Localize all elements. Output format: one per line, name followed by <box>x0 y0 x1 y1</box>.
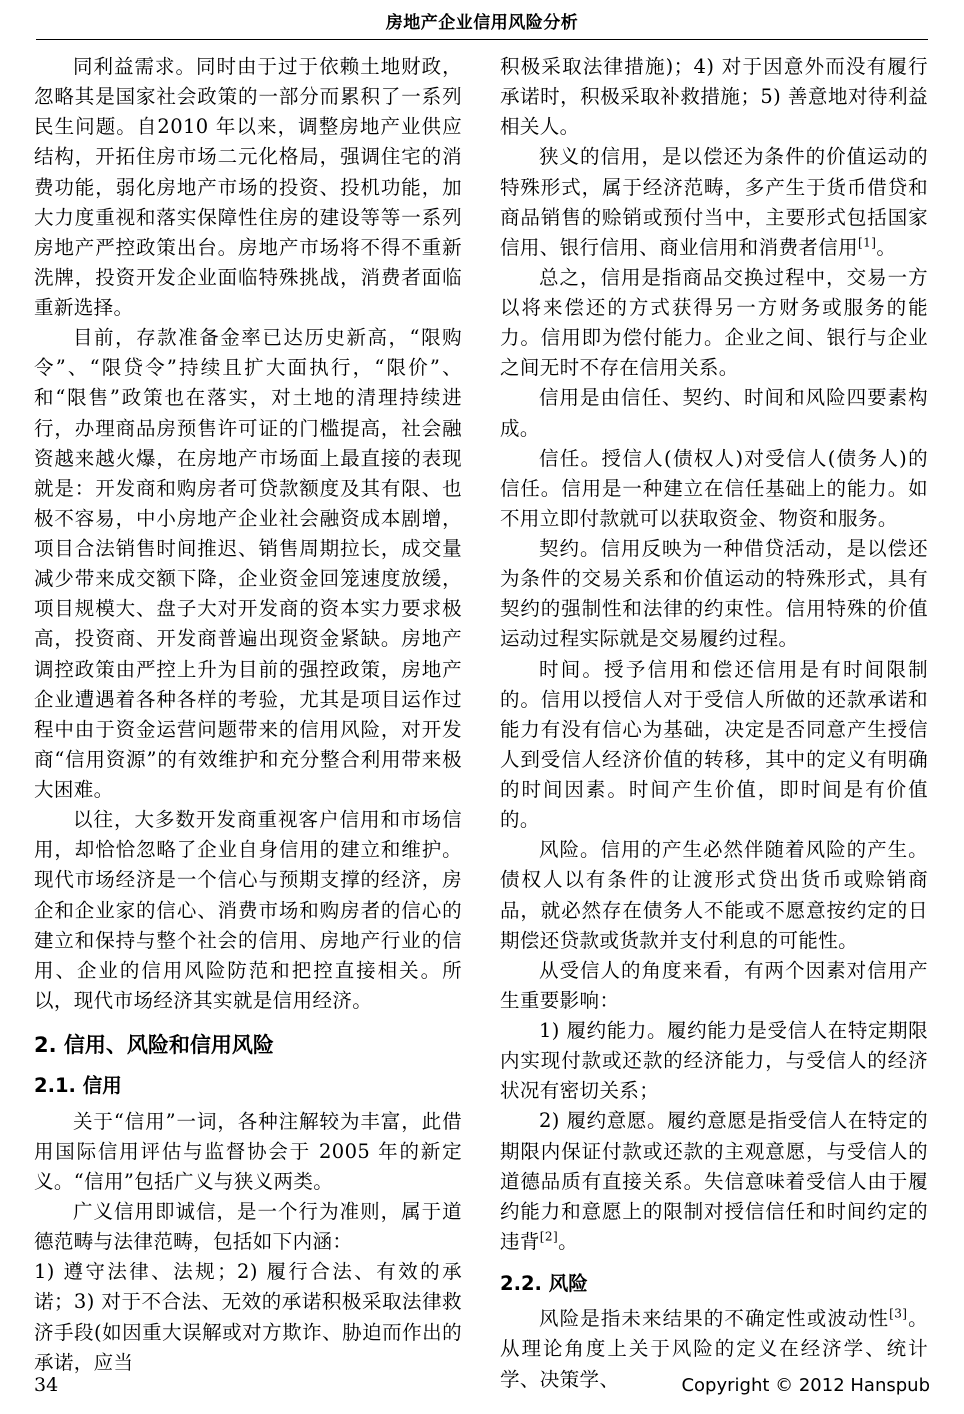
paragraph: 总之，信用是指商品交换过程中，交易一方以将来偿还的方式获得另一方财务或服务的能力。信用即为偿付能力。企业之间、银行与企业之间无时不存在信用关系。 <box>500 265 928 380</box>
page-footer <box>34 1374 930 1396</box>
page-number: 34 <box>34 1374 59 1396</box>
list-continuation-paragraph: 积极采取法律措施)；4) 对于因意外而没有履行承诺时，积极采取补救措施；5) 善意地对待利益相关人。 <box>500 55 928 139</box>
running-head: 房地产企业信用风险分析 <box>385 13 579 33</box>
paragraph: 信任。授信人(债权人)对受信人(债务人)的信任。信用是一种建立在信任基础上的能力。如不用立即付款就可以获取资金、物资和服务。 <box>500 446 928 530</box>
paragraph: 契约。信用反映为一种借贷活动，是以偿还为条件的交易关系和价值运动的特殊形式，具有契约的强制性和法律的约束性。信用特殊的价值运动过程实际就是交易履约过程。 <box>500 537 928 651</box>
paragraph: 目前，存款准备金率已达历史新高，“限购令”、“限贷令”持续且扩大面执行，“限价”、和“限售”政策也在落实，对土地的清理持续进行，办理商品房预售许可证的门槛提高，社会融资越来越火爆，在房地产市场面上最直接的表现就是：开发商和购房者可贷款额度及其有限、也极不容易，中小房地产企业社会融资成本剧增，项目合法销售时间推迟、销售周期拉长，成交量减少带来成交额下降，企业资金回笼速度放缓，项目规模大、盘子大对开发商的资本实力要求极高，投资商、开发商普遍出现资金紧缺。房地产调控政策由严控上升为目前的强控政策，房地产企业遭遇着各种各样的考验，尤其是项目运作过程中由于资金运营问题带来的信用风险，对开发商“信用资源”的有效维护和充分整合利用带来极大困难。 <box>34 326 462 801</box>
paragraph: 1) 履约能力。履约能力是受信人在特定期限内实现付款或还款的经济能力，与受信人的经济状况有密切关系； <box>500 1019 928 1103</box>
paragraph: 同利益需求。同时由于过于依赖土地财政，忽略其是国家社会政策的一部分而累积了一系列民生问题。自2010 年以来，调整房地产业供应结构，开拓住房市场二元化格局，强调住宅的消费功能，弱化房地产市场的投资、投机功能，加大力度重视和落实保障性住房的建设等等一系列房地产严控政策出台。房地产市场将不得不重新洗牌，投资开发企业面临特殊挑战，消费者面临重新选择。 <box>34 55 462 319</box>
paragraph: 以往，大多数开发商重视客户信用和市场信用，却恰恰忽略了企业自身信用的建立和维护。现代市场经济是一个信心与预期支撑的经济，房企和企业家的信心、消费市场和购房者的信心的建立和保持与整个社会的信用、房地产行业的信用、企业的信用风险防范和把控直接相关。所以，现代市场经济其实就是信用经济。 <box>34 808 462 1012</box>
paragraph: 关于“信用”一词，各种注解较为丰富，此借用国际信用评估与监督协会于 2005 年的新定义。“信用”包括广义与狭义两类。 <box>34 1109 462 1193</box>
paragraph: 从受信人的角度来看，有两个因素对信用产生重要影响： <box>500 958 928 1012</box>
paragraph: 风险。信用的产生必然伴随着风险的产生。债权人以有条件的让渡形式贷出货币或赊销商品，就必然存在债务人不能或不愿意按约定的日期偿还贷款或货款并支付利息的可能性。 <box>500 838 928 952</box>
paragraph: 信用是由信任、契约、时间和风险四要素构成。 <box>500 386 928 440</box>
paragraph: 风险是指未来结果的不确定性或波动性[3]。从理论角度上关于风险的定义在经济学、统计学、决策学、 <box>500 1306 929 1391</box>
left-column <box>34 52 462 1374</box>
section-heading-2: 2. 信用、风险和信用风险 <box>34 1033 274 1057</box>
paragraph: 2) 履约意愿。履约意愿是指受信人在特定的期限内保证付款或还款的主观意愿，与受信人的道德品质有直接关系。失信意味着受信人由于履约能力和意愿上的限制对授信信任和时间约定的违背[2]。 <box>500 1109 928 1253</box>
header-divider <box>36 39 928 40</box>
paragraph: 狭义的信用，是以偿还为条件的价值运动的特殊形式，属于经济范畴，多产生于货币借贷和商品销售的赊销或预付当中，主要形式包括国家信用、银行信用、商业信用和消费者信用[1]。 <box>500 145 928 259</box>
copyright-notice: Copyright © 2012 Hanspub <box>681 1375 930 1396</box>
section-heading-2-2: 2.2. 风险 <box>500 1272 588 1295</box>
paragraph: 时间。授予信用和偿还信用是有时间限制的。信用以授信人对于受信人所做的还款承诺和能力有没有信心为基础，决定是否同意产生授信人到受信人经济价值的转移，其中的定义有明确的时间因素。时间产生价值，即时间是有价值的。 <box>500 657 928 832</box>
ordered-list-paragraph: 1) 遵守法律、法规；2) 履行合法、有效的承诺；3) 对于不合法、无效的承诺积极采取法律救济手段(如因重大误解或对方欺诈、胁迫而作出的承诺，应当 <box>34 1260 462 1374</box>
section-heading-2-1: 2.1. 信用 <box>34 1074 122 1098</box>
paragraph: 广义信用即诚信，是一个行为准则，属于道德范畴与法律范畴，包括如下内涵： <box>34 1200 462 1254</box>
